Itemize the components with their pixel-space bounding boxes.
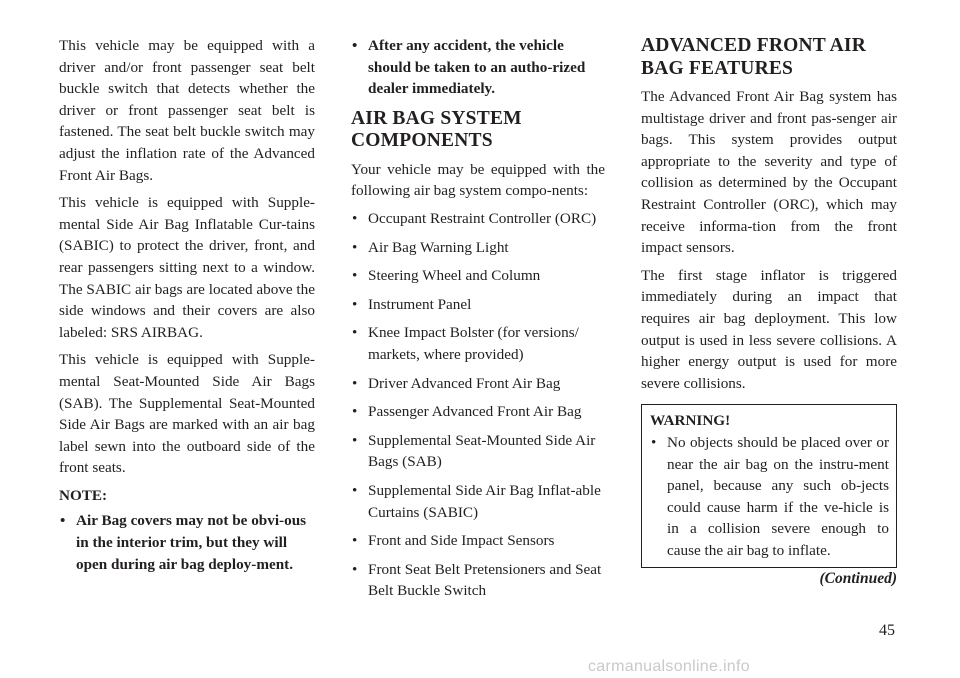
- column-left: [59, 35, 315, 582]
- list-item: [351, 559, 605, 602]
- component-text: Passenger Advanced Front Air Bag: [368, 403, 582, 421]
- paragraph-sab: This vehicle is equipped with Supple-mental Seat-Mounted Side Air Bags (SAB). The Supplemental Seat-Mounted Side Air Bags are marked with an air bag label sewn into the outboard side of the front seats.: [59, 351, 315, 477]
- bullet-icon: •: [352, 560, 358, 578]
- paragraph-multistage: The Advanced Front Air Bag system has multistage driver and front pas-senger air bags. This system provides output appropriate to the severity and type of collision as determined by the Occupant Restraint Controller (ORC), which may receive informa-tion from the front impact sensors.: [641, 88, 897, 257]
- paragraph-seat-belt-switch: This vehicle may be equipped with a driver and/or front passenger seat belt buckle switch that detects whether the driver or front passenger seat belt is fastened. The seat belt buckle switch may adjust the inflation rate of the Advanced Front Air Bags.: [59, 37, 315, 184]
- component-text: Knee Impact Bolster (for versions/ markets, where provided): [368, 324, 579, 363]
- bullet-icon: •: [352, 267, 358, 285]
- paragraph-sabic: This vehicle is equipped with Supple-mental Side Air Bag Inflatable Cur-tains (SABIC) to protect the driver, front, and rear passengers sitting next to a window. The SABIC air bags are located above the side windows and their covers are also labeled: SRS AIRBAG.: [59, 194, 315, 341]
- accident-note-item: [351, 35, 605, 100]
- accident-note-text: After any accident, the vehicle should be taken to an autho-rized dealer immediately.: [368, 37, 586, 98]
- warning-text: No objects should be placed over or near the air bag on the instru-ment panel, because any such ob-jects could cause harm if the ve-hicle is in a collision severe enough to cause the air bag to inflate.: [667, 433, 889, 559]
- component-text: Driver Advanced Front Air Bag: [368, 374, 561, 392]
- list-item: [351, 430, 605, 473]
- warning-title: WARNING!: [650, 412, 731, 430]
- bullet-icon: •: [352, 374, 358, 392]
- warning-item: [650, 432, 889, 562]
- warning-box: [641, 404, 897, 568]
- list-item: [351, 237, 605, 259]
- bullet-icon: •: [651, 433, 657, 451]
- list-item: [351, 265, 605, 287]
- bullet-icon: •: [352, 238, 358, 256]
- component-text: Supplemental Side Air Bag Inflat-able Curtains (SABIC): [368, 481, 601, 521]
- bullet-icon: •: [352, 295, 358, 313]
- bullet-icon: •: [352, 37, 358, 54]
- component-text: Front Seat Belt Pretensioners and Seat Belt Buckle Switch: [368, 560, 602, 600]
- bullet-icon: •: [60, 512, 66, 530]
- paragraph-first-stage: The first stage inflator is triggered immediately during an impact that requires air bag deployment. This low output is used in less severe collisions. A higher energy output is used for more severe collisions.: [641, 266, 897, 392]
- note-item: [59, 510, 315, 575]
- bullet-icon: •: [352, 209, 358, 227]
- list-item: [351, 401, 605, 423]
- accident-note-list: [351, 35, 605, 100]
- list-item: [351, 294, 605, 316]
- note-text: Air Bag covers may not be obvi-ous in the interior trim, but they will open during air bag deploy-ment.: [76, 512, 307, 573]
- components-intro: Your vehicle may be equipped with the following air bag system compo-nents:: [351, 160, 605, 200]
- component-text: Steering Wheel and Column: [368, 267, 541, 285]
- list-item: [351, 208, 605, 230]
- component-text: Instrument Panel: [368, 295, 472, 313]
- component-text: Front and Side Impact Sensors: [368, 532, 555, 550]
- page-number: 45: [879, 622, 895, 639]
- continued-label: (Continued): [819, 570, 897, 588]
- list-item: [351, 530, 605, 552]
- bullet-icon: •: [352, 324, 358, 342]
- list-item: [351, 373, 605, 395]
- section-heading-components: AIR BAG SYSTEM COMPONENTS: [351, 107, 522, 152]
- column-right: [641, 35, 897, 590]
- component-text: Air Bag Warning Light: [368, 238, 509, 256]
- bullet-icon: •: [352, 481, 358, 499]
- column-middle: [351, 35, 605, 609]
- bullet-icon: •: [352, 431, 358, 449]
- list-item: [351, 480, 605, 523]
- components-list: [351, 208, 605, 602]
- bullet-icon: •: [352, 532, 358, 550]
- section-heading-advanced-features: ADVANCED FRONT AIR BAG FEATURES: [641, 35, 866, 79]
- component-text: Occupant Restraint Controller (ORC): [368, 209, 597, 227]
- warning-list: [650, 432, 889, 562]
- bullet-icon: •: [352, 403, 358, 421]
- list-item: [351, 322, 605, 365]
- component-text: Supplemental Seat-Mounted Side Air Bags (SAB): [368, 431, 596, 471]
- note-list: [59, 510, 315, 575]
- watermark: carmanualsonline.info: [588, 658, 750, 675]
- note-label: NOTE:: [59, 486, 108, 504]
